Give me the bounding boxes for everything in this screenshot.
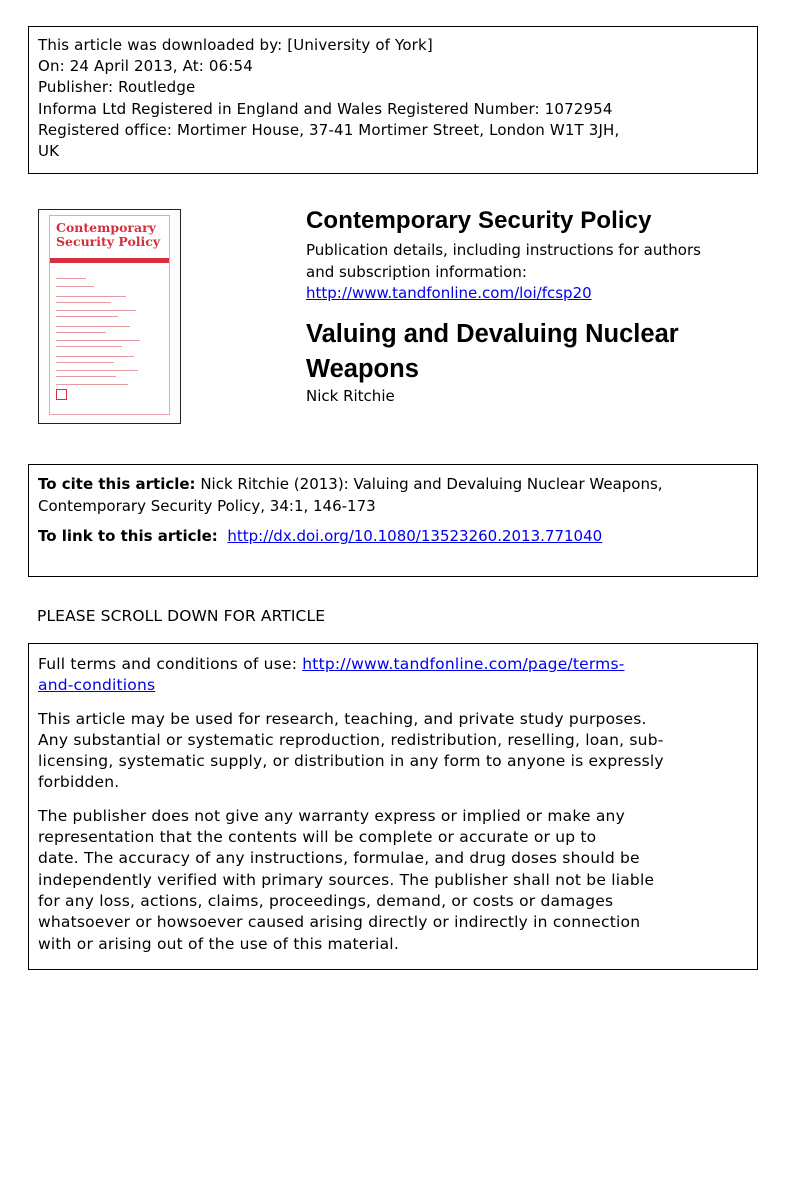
warranty-line: The publisher does not give any warranty express or implied or make any: [38, 806, 625, 825]
cover-rule: [56, 296, 126, 297]
registered-office-country: UK: [38, 142, 60, 161]
cover-title-line: Contemporary: [56, 220, 156, 235]
download-date-line: On: 24 April 2013, At: 06:54: [38, 57, 253, 76]
registration-line: Informa Ltd Registered in England and Wales Registered Number: 1072954: [38, 99, 613, 118]
journal-details: [306, 240, 701, 305]
terms-intro-line: [38, 654, 747, 675]
warranty-line: independently verified with primary sources. The publisher shall not be liable: [38, 870, 655, 889]
article-author: Nick Ritchie: [306, 387, 395, 405]
terms-url-link-continued[interactable]: and-conditions: [38, 676, 156, 695]
cite-text: Nick Ritchie (2013): Valuing and Devaluing Nuclear Weapons,: [195, 475, 663, 493]
warranty-line: for any loss, actions, claims, proceedings, demand, or costs or damages: [38, 891, 614, 910]
cite-label: To cite this article:: [38, 475, 196, 493]
doi-link[interactable]: http://dx.doi.org/10.1080/13523260.2013.771040: [227, 527, 603, 546]
usage-line: This article may be used for research, teaching, and private study purposes.: [38, 709, 647, 728]
warranty-line: representation that the contents will be complete or accurate or up to: [38, 828, 597, 847]
usage-line: Any substantial or systematic reproduction, redistribution, reselling, loan, sub-: [38, 730, 664, 749]
registered-office-line: Registered office: Mortimer House, 37-41 Mortimer Street, London W1T 3JH,: [38, 120, 620, 139]
cover-title-line: Security Policy: [56, 234, 161, 249]
cover-rule: [56, 340, 140, 341]
cover-rule: [56, 310, 136, 311]
usage-paragraph: [38, 709, 747, 794]
cover-band: [50, 258, 169, 263]
scroll-notice: PLEASE SCROLL DOWN FOR ARTICLE: [37, 607, 326, 625]
article-title-line: Valuing and Devaluing Nuclear: [306, 320, 679, 348]
cite-row: [38, 474, 747, 496]
cover-title: [56, 221, 165, 249]
terms-intro-text: Full terms and conditions of use:: [38, 655, 303, 673]
article-title: [306, 317, 679, 387]
journal-url-link[interactable]: http://www.tandfonline.com/loi/fcsp20: [306, 284, 592, 303]
cover-rule: [56, 316, 118, 317]
publisher-line: Publisher: Routledge: [38, 78, 196, 97]
warranty-line: whatsoever or howsoever caused arising directly or indirectly in connection: [38, 913, 641, 932]
journal-title: Contemporary Security Policy: [306, 207, 652, 234]
link-row: [38, 526, 747, 548]
citation-box: [28, 464, 758, 577]
cover-rule: [56, 332, 106, 333]
cite-text-continued: Contemporary Security Policy, 34:1, 146-173: [38, 496, 376, 515]
cover-rule: [56, 370, 138, 371]
article-title-line: Weapons: [306, 355, 419, 383]
terms-box: [28, 643, 758, 970]
cover-rule: [56, 356, 134, 357]
warranty-line: with or arising out of the use of this material.: [38, 934, 399, 953]
terms-url-link[interactable]: http://www.tandfonline.com/page/terms-: [302, 655, 625, 673]
download-info-box: [28, 26, 758, 174]
usage-line: licensing, systematic supply, or distribution in any form to anyone is expressly: [38, 752, 664, 771]
usage-line: forbidden.: [38, 773, 120, 792]
publisher-logo-icon: [56, 389, 67, 400]
warranty-line: date. The accuracy of any instructions, formulae, and drug doses should be: [38, 849, 640, 868]
cover-rule: [56, 302, 111, 303]
warranty-paragraph: [38, 806, 747, 955]
journal-details-line: Publication details, including instructions for authors: [306, 241, 701, 259]
cover-rule: [56, 362, 114, 363]
cover-rule: [56, 346, 122, 347]
link-label: To link to this article:: [38, 527, 218, 546]
cover-rule: [56, 376, 116, 377]
journal-details-line: and subscription information:: [306, 262, 527, 281]
cover-rule: [56, 384, 128, 385]
terms-intro: [38, 654, 747, 697]
cover-rule: [56, 278, 86, 279]
cover-rule: [56, 286, 94, 287]
download-line: This article was downloaded by: [University of York]: [38, 36, 433, 54]
journal-cover-image: [38, 209, 181, 424]
cover-rule: [56, 326, 130, 327]
cover-page: [49, 215, 170, 415]
